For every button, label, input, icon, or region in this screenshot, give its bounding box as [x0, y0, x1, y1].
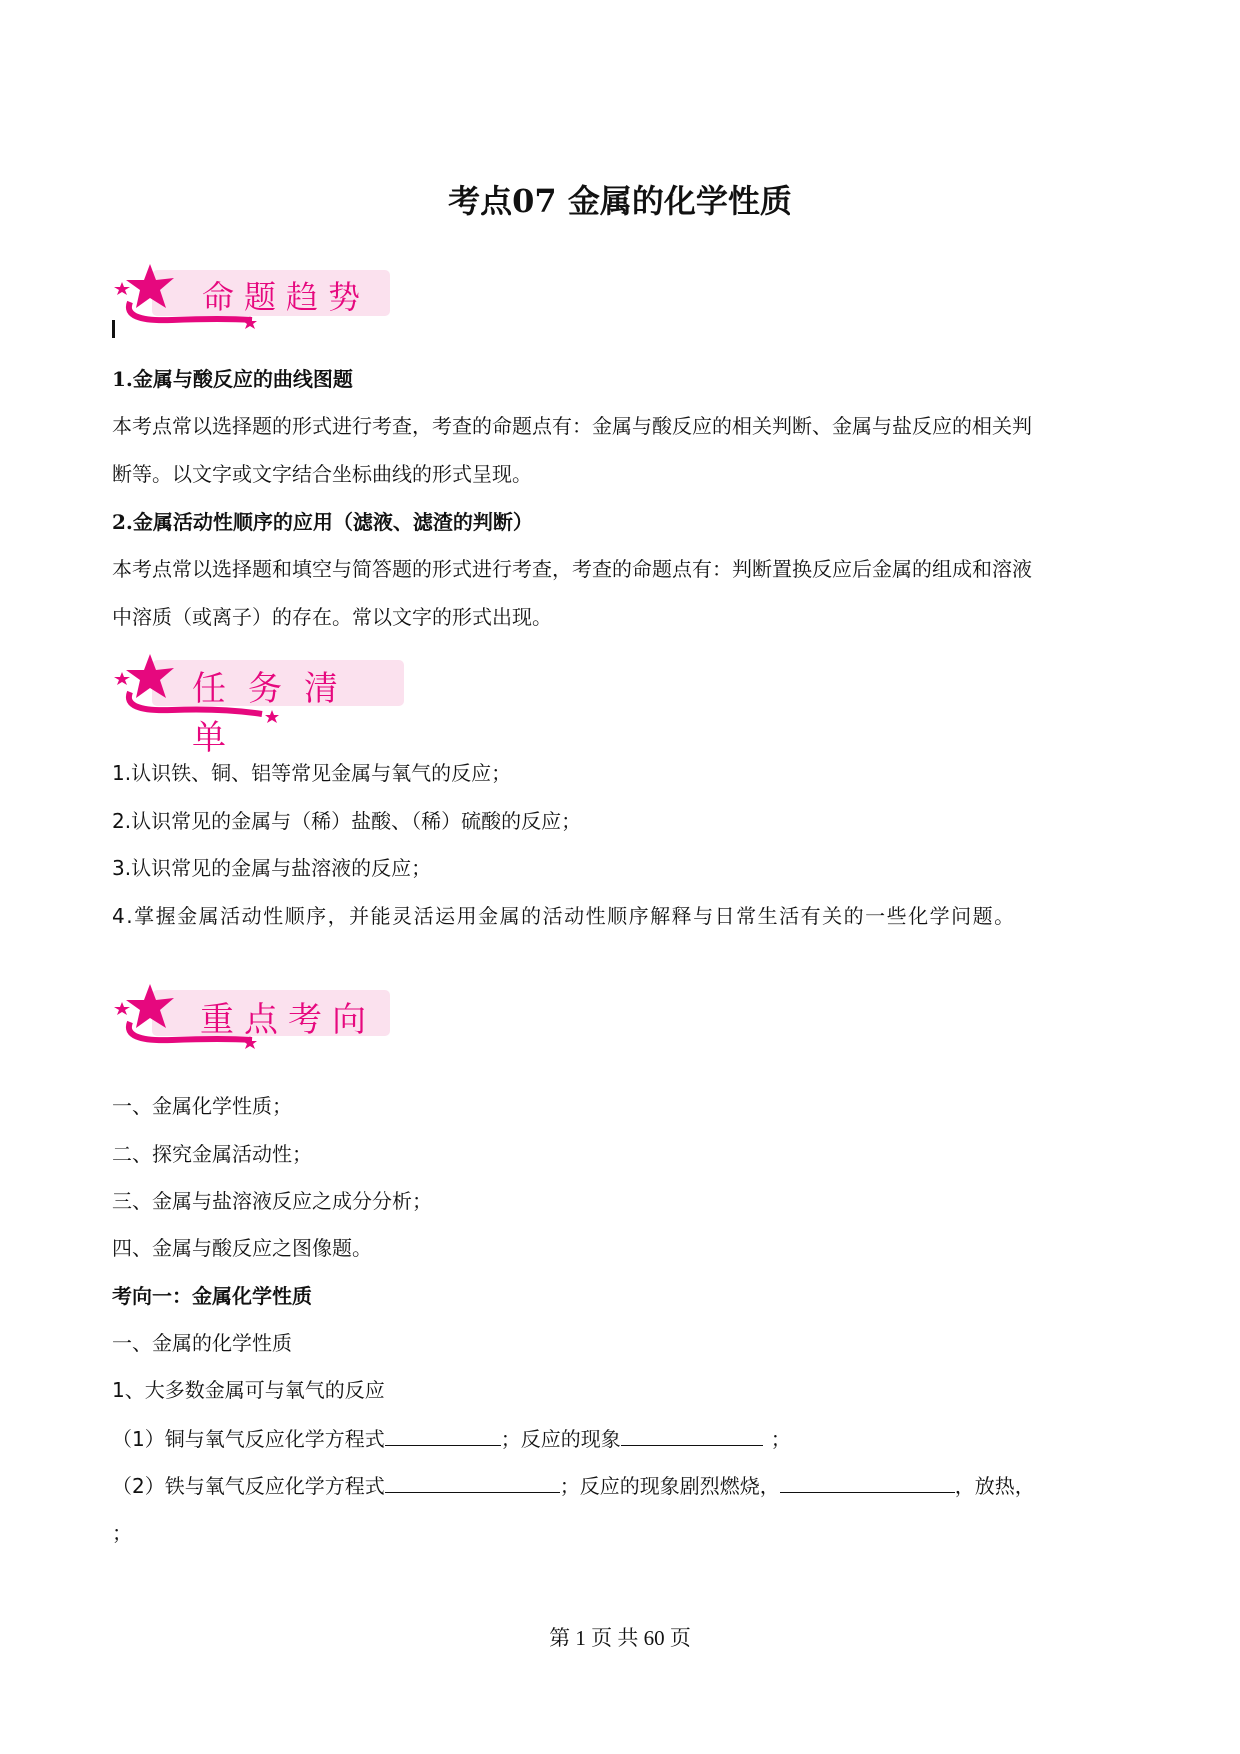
question-text: ，放热， — [954, 1474, 1035, 1498]
focus-item: 一、金属化学性质； — [112, 1094, 292, 1118]
banner-trend — [112, 262, 402, 334]
task-item: 2.认识常见的金属与（稀）盐酸、（稀）硫酸的反应； — [112, 809, 582, 833]
trend-paragraph: 本考点常以选择题和填空与简答题的形式进行考查，考查的命题点有：判断置换反应后金属的组成和溶液 — [112, 557, 1032, 581]
focus-item: 四、金属与酸反应之图像题。 — [112, 1236, 372, 1260]
page-footer: 第 1 页 共 60 页 — [549, 1626, 691, 1650]
task-item: 4.掌握金属活动性顺序，并能灵活运用金属的活动性顺序解释与日常生活有关的一些化学问题。 — [112, 904, 1016, 928]
answer-blank[interactable] — [621, 1425, 763, 1446]
trend-paragraph: 本考点常以选择题的形式进行考查，考查的命题点有：金属与酸反应的相关判断、金属与盐反应的相关判 — [112, 414, 1032, 438]
question-1 — [112, 1425, 791, 1452]
answer-blank[interactable] — [385, 1472, 560, 1493]
question-2-end: ； — [112, 1521, 132, 1545]
question-text: ； — [770, 1427, 791, 1451]
banner-title: 任务清单 — [192, 669, 360, 758]
section-item: 1、大多数金属可与氧气的反应 — [112, 1378, 385, 1402]
question-text: （1）铜与氧气反应化学方程式 — [112, 1427, 385, 1451]
question-2 — [112, 1472, 1035, 1499]
banner-tasks — [112, 652, 402, 758]
banner-title: 重点考向 — [200, 1000, 376, 1040]
section-heading: 考向一：金属化学性质 — [112, 1284, 312, 1308]
focus-item: 三、金属与盐溶液反应之成分分析； — [112, 1189, 432, 1213]
trend-paragraph: 断等。以文字或文字结合坐标曲线的形式呈现。 — [112, 462, 532, 486]
section-subheading: 一、金属的化学性质 — [112, 1331, 292, 1355]
banner-focus — [112, 982, 402, 1054]
task-item: 1.认识铁、铜、铝等常见金属与氧气的反应； — [112, 761, 512, 785]
trend-paragraph: 中溶质（或离子）的存在。常以文字的形式出现。 — [112, 605, 552, 629]
question-text: ；反应的现象 — [500, 1427, 621, 1451]
trend-heading-2: 2.金属活动性顺序的应用（滤液、滤渣的判断） — [112, 510, 533, 534]
focus-item: 二、探究金属活动性； — [112, 1142, 312, 1166]
answer-blank[interactable] — [780, 1472, 955, 1493]
text-cursor — [112, 320, 115, 338]
banner-title: 命题趋势 — [202, 278, 371, 316]
trend-heading-1: 1.金属与酸反应的曲线图题 — [112, 367, 353, 391]
question-text: （2）铁与氧气反应化学方程式 — [112, 1474, 385, 1498]
task-item: 3.认识常见的金属与盐溶液的反应； — [112, 856, 432, 880]
page-title: 考点07 金属的化学性质 — [448, 182, 792, 220]
answer-blank[interactable] — [385, 1425, 501, 1446]
question-text: ；反应的现象剧烈燃烧， — [559, 1474, 780, 1498]
